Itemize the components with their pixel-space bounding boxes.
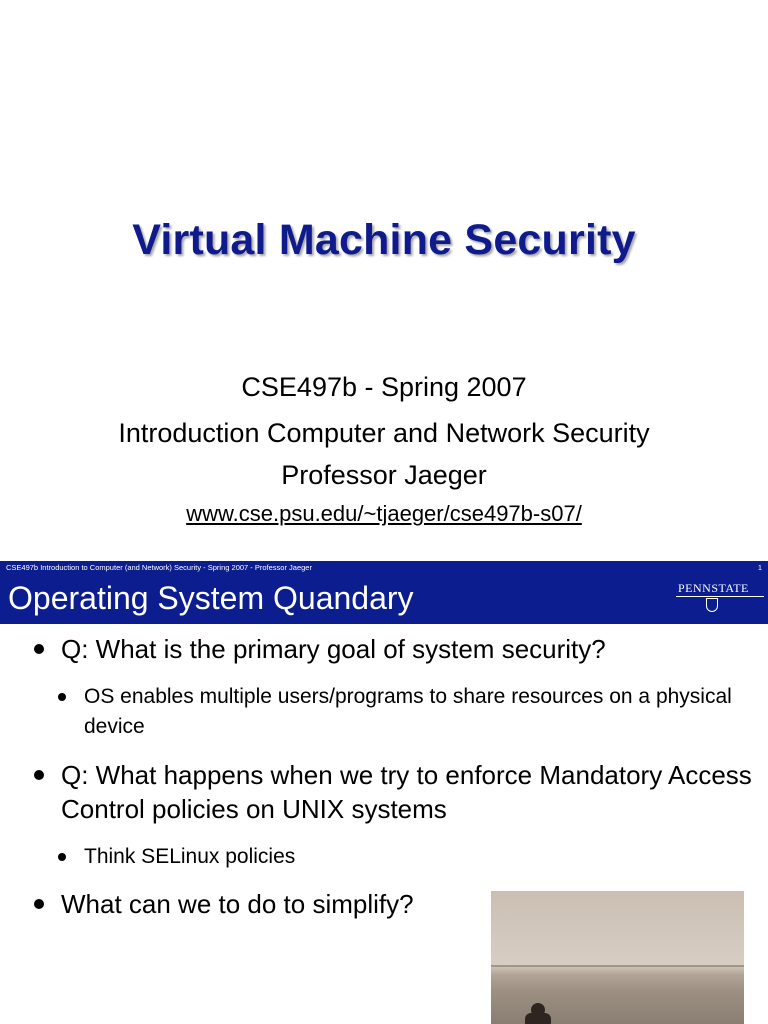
- sub-bullet-dot-icon: [58, 693, 66, 701]
- slide-header-band: [0, 561, 768, 624]
- course-url-link[interactable]: www.cse.psu.edu/~tjaeger/cse497b-s07/: [186, 501, 582, 526]
- sub-bullet-text: OS enables multiple users/programs to share resources on a physical device: [84, 685, 732, 738]
- professor-name: Professor Jaeger: [281, 460, 487, 490]
- course-code: CSE497b - Spring 2007: [241, 372, 527, 402]
- bullet-text: Q: What is the primary goal of system security?: [61, 634, 606, 664]
- sub-bullet-dot-icon: [58, 853, 66, 861]
- slide-footer-text: CSE497b Introduction to Computer (and Network) Security - Spring 2007 - Professor Jaeger: [6, 563, 312, 572]
- logo-text: PENNSTATE: [678, 581, 749, 595]
- bullet-text: Q: What happens when we try to enforce Mandatory Access Control policies on UNIX systems: [61, 760, 752, 824]
- bullet-dot-icon: [34, 770, 44, 780]
- bullet-dot-icon: [34, 899, 44, 909]
- sub-bullet-text: Think SELinux policies: [84, 845, 296, 868]
- bullet-text: What can we to do to simplify?: [61, 889, 414, 919]
- person-body: [525, 1013, 551, 1024]
- shield-icon: [706, 598, 718, 612]
- logo-divider: [676, 596, 764, 597]
- slide-title: Virtual Machine Security: [132, 216, 636, 264]
- pennstate-logo: [676, 577, 764, 617]
- horizon-line: [491, 965, 744, 967]
- section-title: Operating System Quandary: [8, 580, 414, 616]
- beach-photo: [491, 891, 744, 1024]
- bullet-dot-icon: [34, 644, 44, 654]
- course-name: Introduction Computer and Network Security: [118, 418, 650, 448]
- page-number: 1: [757, 563, 762, 572]
